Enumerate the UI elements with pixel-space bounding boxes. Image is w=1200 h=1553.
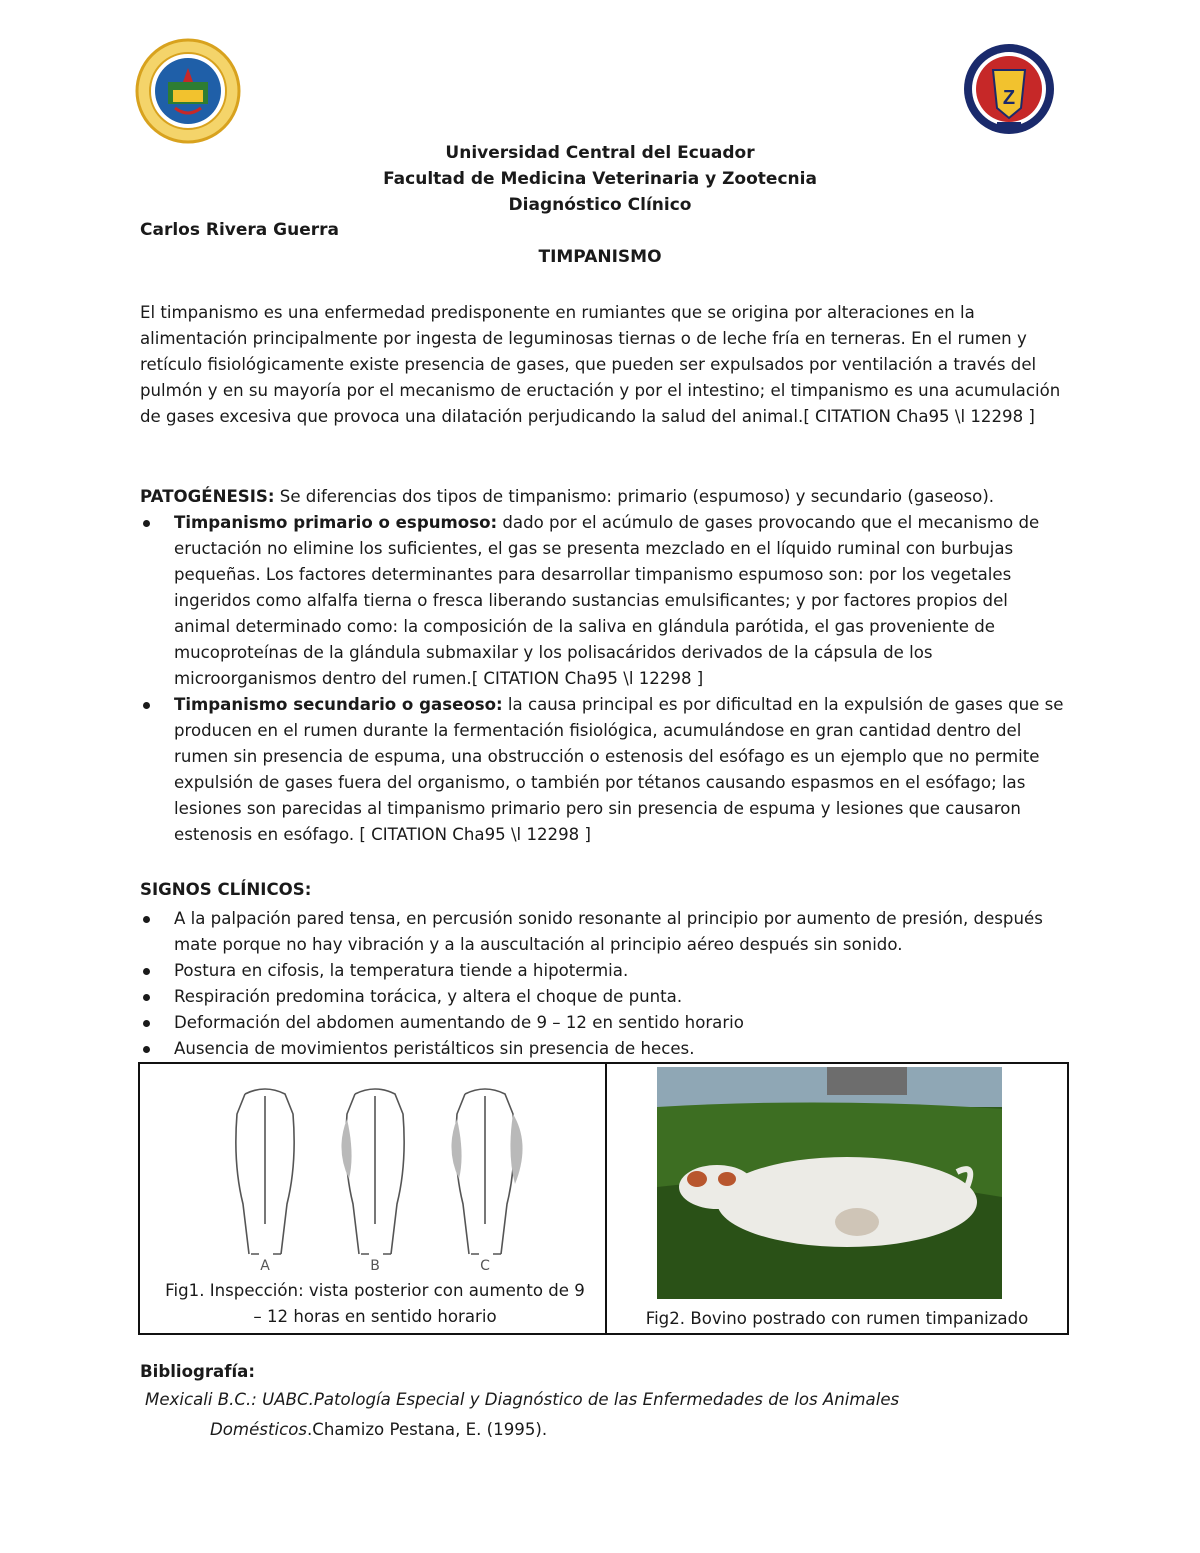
bibliografia-italic: Domésticos <box>210 1420 307 1439</box>
author-name: Carlos Rivera Guerra <box>140 220 340 240</box>
list-item: Postura en cifosis, la temperatura tiende a hipotermia. <box>140 958 1065 984</box>
figure-1-cell <box>140 1064 605 1333</box>
list-item: A la palpación pared tensa, en percusión sonido resonante al principio por aumento de presión, después mate porque no hay vibración y a la auscultación al principio aéreo después sin sonido. <box>140 906 1065 958</box>
signos-list <box>140 906 1065 1062</box>
figure-2-cell <box>607 1064 1067 1333</box>
faculty-name: Facultad de Medicina Veterinaria y Zootecnia <box>383 169 817 189</box>
patogenesis-list <box>140 510 1065 848</box>
bloated-calf-photo-icon <box>657 1067 1002 1299</box>
intro-text: El timpanismo es una enfermedad predisponente en rumiantes que se origina por alteraciones en la alimentación principalmente por ingesta de leguminosas tiernas o de leche fría en terneras. En el rumen y retículo fisiológicamente existe presencia de gases, que pueden ser expulsados por ventilación a través del pulmón y en su mayoría por el mecanismo de eructación y por el intestino; el timpanismo es una acumulación de gases excesiva que provoca una dilatación perjudicando la salud del animal. <box>140 303 1061 426</box>
svg-text:A: A <box>260 1258 270 1274</box>
university-seal-icon <box>135 38 241 144</box>
patogenesis-heading: PATOGÉNESIS: <box>140 487 275 506</box>
svg-text:Z: Z <box>1002 87 1016 109</box>
list-item <box>140 510 1065 692</box>
patogenesis-intro <box>140 484 1065 510</box>
faculty-seal-icon <box>963 42 1055 137</box>
figures-table <box>138 1062 1069 1335</box>
list-item: Ausencia de movimientos peristálticos sin presencia de heces. <box>140 1036 1065 1062</box>
svg-text:B: B <box>370 1258 380 1274</box>
course-name: Diagnóstico Clínico <box>508 195 692 215</box>
list-item-text: dado por el acúmulo de gases provocando que el mecanismo de eructación no elimine los suficientes, el gas se presenta mezclado en el líquido ruminal con burbujas pequeñas. Los factores determinantes para desarrollar timpanismo espumoso son: por los vegetales ingeridos como alfalfa tierna o fresca liberando sustancias emulsificantes; y por factores propios del animal determinado como: la composición de la saliva en glándula parótida, el gas proveniente de mucoproteínas de la glándula submaxilar y los polisacáridos derivados de la cápsula de los microorganismos dentro del rumen. <box>174 513 1040 688</box>
signos-heading: SIGNOS CLÍNICOS: <box>140 880 312 899</box>
bibliografia-rest: .Chamizo Pestana, E. (1995). <box>307 1420 548 1439</box>
intro-paragraph <box>140 300 1065 430</box>
cow-rear-view-drawing-icon <box>215 1074 535 1274</box>
list-item: Deformación del abdomen aumentando de 9 – 12 en sentido horario <box>140 1010 1065 1036</box>
document-title: TIMPANISMO <box>538 247 662 267</box>
figure-2-caption: Fig2. Bovino postrado con rumen timpanizado <box>645 1309 1029 1328</box>
figure-1-caption: Fig1. Inspección: vista posterior con aumento de 9 – 12 horas en sentido horario <box>165 1281 585 1326</box>
list-item-term: Timpanismo secundario o gaseoso: <box>174 695 503 714</box>
list-item-citation: [ CITATION Cha95 \l 12298 ] <box>471 669 704 688</box>
bibliografia-heading: Bibliografía: <box>140 1362 255 1381</box>
intro-citation: [ CITATION Cha95 \l 12298 ] <box>803 407 1035 426</box>
list-item-citation: [ CITATION Cha95 \l 12298 ] <box>359 825 591 844</box>
patogenesis-text: Se diferencias dos tipos de timpanismo: primario (espumoso) y secundario (gaseoso). <box>274 487 995 506</box>
document-header <box>0 140 1200 218</box>
list-item-term: Timpanismo primario o espumoso: <box>174 513 498 532</box>
university-name: Universidad Central del Ecuador <box>445 143 755 163</box>
bibliografia-line-1: Mexicali B.C.: UABC.Patología Especial y Diagnóstico de las Enfermedades de los Animales <box>145 1390 900 1409</box>
list-item-text: la causa principal es por dificultad en la expulsión de gases que se producen en el rumen durante la fermentación fisiológica, acumulándose en gran cantidad dentro del rumen sin presencia de espuma, una obstrucción o estenosis del esófago es un ejemplo que no permite expulsión de gases fuera del organismo, o también por tétanos causando espasmos en el esófago; las lesiones son parecidas al timpanismo primario pero sin presencia de espuma y lesiones que causaron estenosis en esófago. <box>174 695 1064 844</box>
svg-text:C: C <box>480 1258 490 1274</box>
list-item: Respiración predomina torácica, y altera el choque de punta. <box>140 984 1065 1010</box>
bibliografia-line-2 <box>210 1420 547 1439</box>
list-item <box>140 692 1065 848</box>
